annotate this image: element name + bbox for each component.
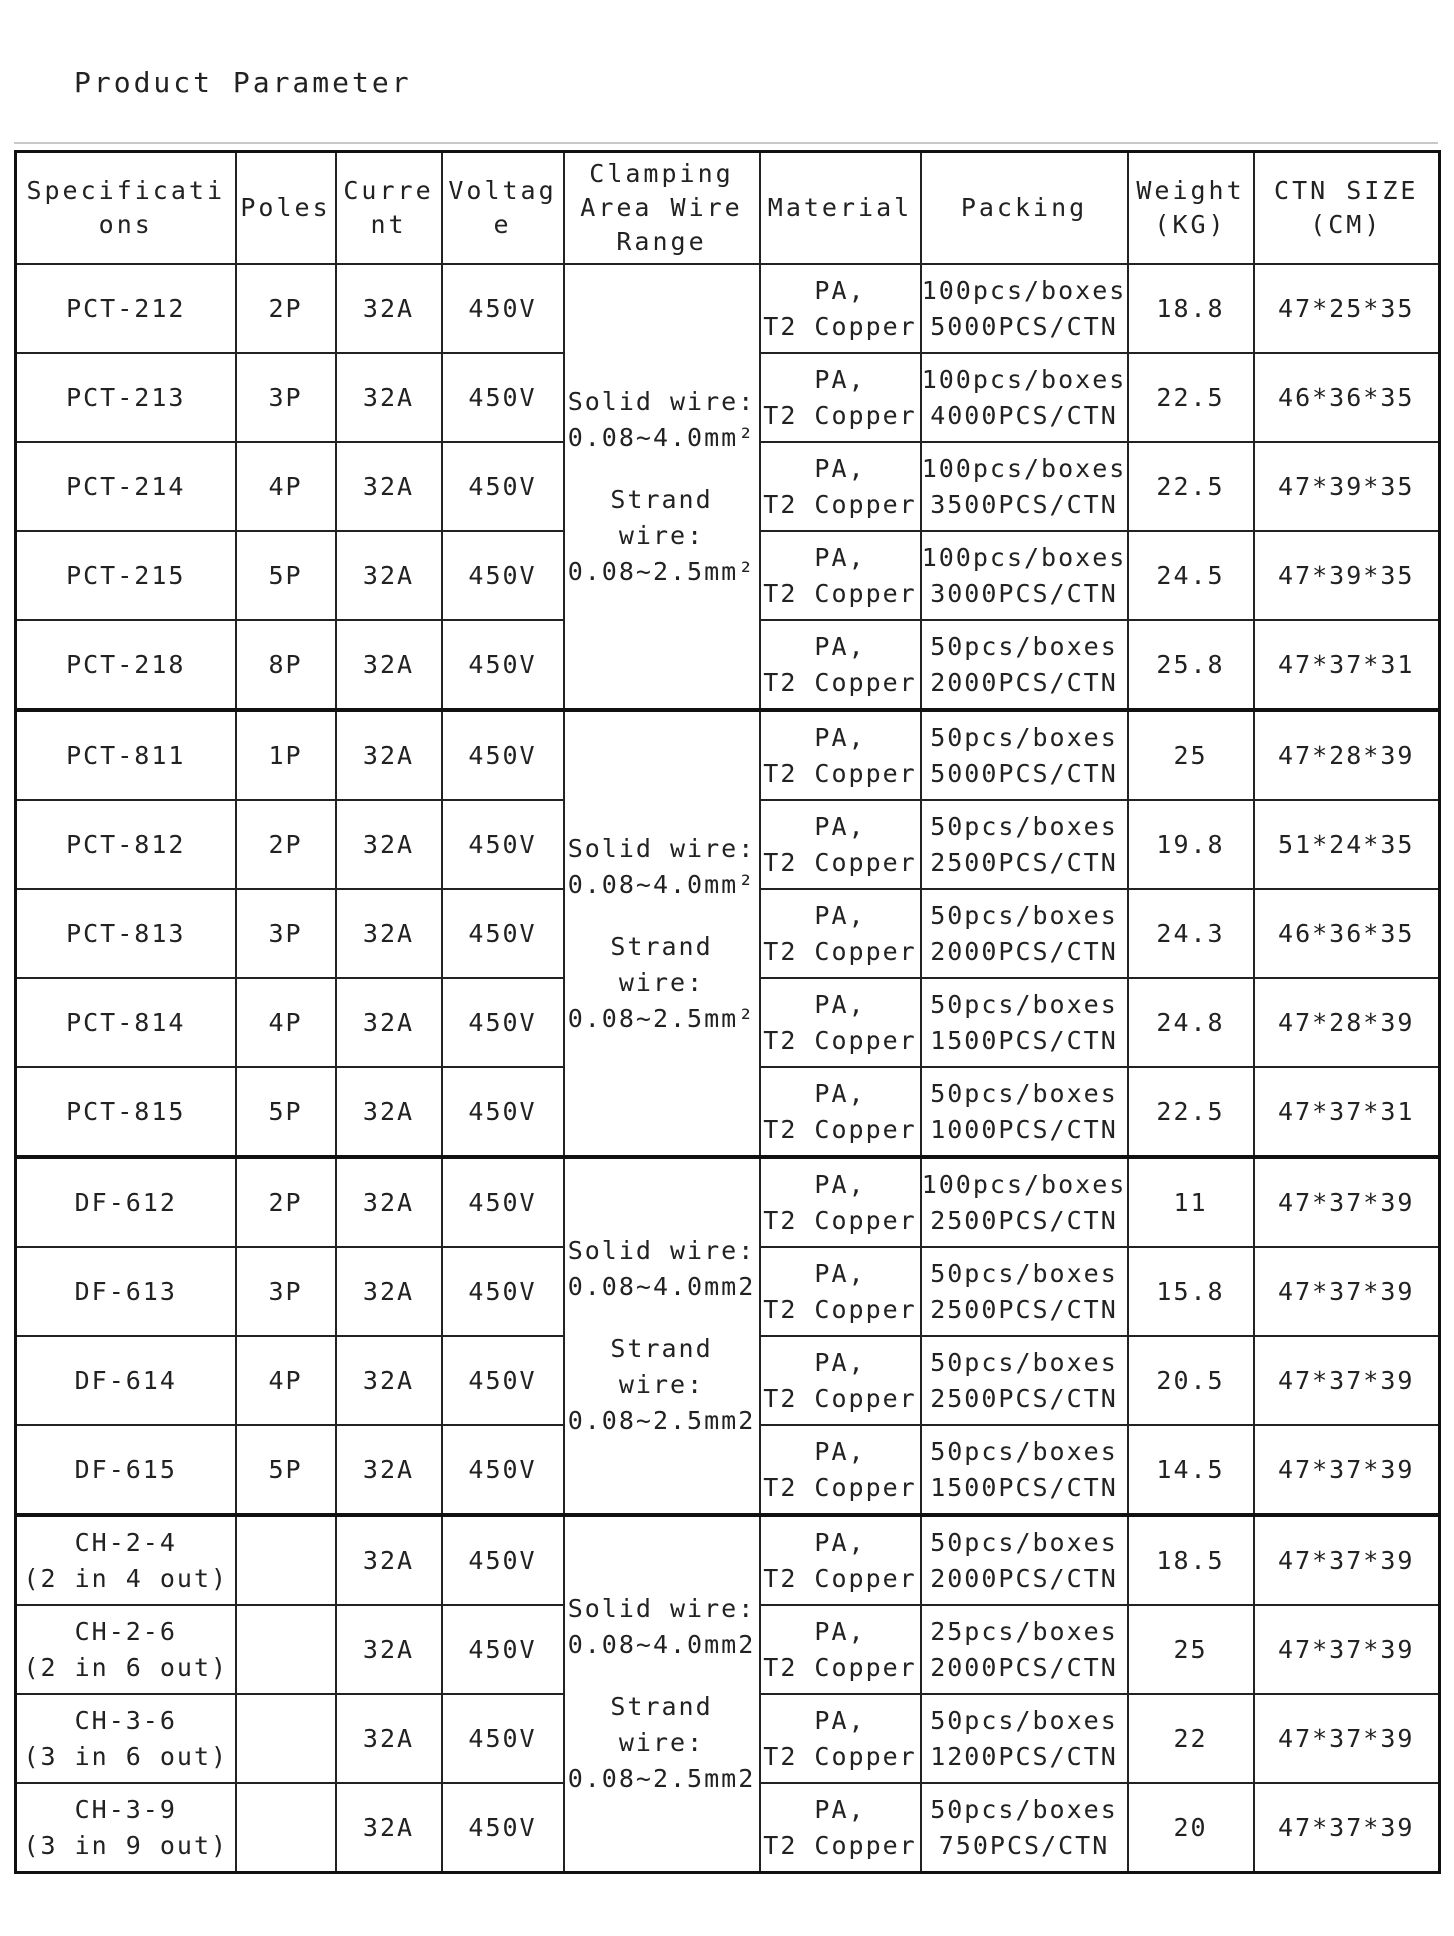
header-clamping: Clamping Area Wire Range (564, 152, 760, 265)
packing-cell: 50pcs/boxes 1500PCS/CTN (921, 978, 1128, 1067)
weight-cell: 24.5 (1128, 531, 1254, 620)
spec-cell: PCT-811 (16, 710, 236, 800)
weight-cell: 15.8 (1128, 1247, 1254, 1336)
ctn-size-cell: 46*36*35 (1254, 353, 1440, 442)
weight-cell: 18.5 (1128, 1515, 1254, 1605)
packing-cell: 100pcs/boxes 2500PCS/CTN (921, 1157, 1128, 1247)
table-row (16, 264, 1440, 353)
weight-cell: 20.5 (1128, 1336, 1254, 1425)
header-row (16, 152, 1440, 265)
poles-cell: 4P (236, 442, 336, 531)
current-cell: 32A (336, 1605, 442, 1694)
material-cell: PA, T2 Copper (760, 1605, 921, 1694)
poles-cell: 5P (236, 1425, 336, 1515)
poles-cell: 4P (236, 978, 336, 1067)
voltage-cell: 450V (442, 531, 564, 620)
packing-cell: 50pcs/boxes 1500PCS/CTN (921, 1425, 1128, 1515)
material-cell: PA, T2 Copper (760, 1247, 921, 1336)
packing-cell: 100pcs/boxes 3500PCS/CTN (921, 442, 1128, 531)
current-cell: 32A (336, 1783, 442, 1873)
packing-cell: 100pcs/boxes 3000PCS/CTN (921, 531, 1128, 620)
current-cell: 32A (336, 889, 442, 978)
poles-cell: 8P (236, 620, 336, 710)
voltage-cell: 450V (442, 1515, 564, 1605)
packing-cell: 50pcs/boxes 1200PCS/CTN (921, 1694, 1128, 1783)
spec-cell: PCT-212 (16, 264, 236, 353)
weight-cell: 24.8 (1128, 978, 1254, 1067)
current-cell: 32A (336, 710, 442, 800)
top-rule (14, 142, 1438, 144)
voltage-cell: 450V (442, 1247, 564, 1336)
packing-cell: 50pcs/boxes 750PCS/CTN (921, 1783, 1128, 1873)
product-parameter-table (14, 150, 1441, 1874)
spec-cell: DF-613 (16, 1247, 236, 1336)
packing-cell: 25pcs/boxes 2000PCS/CTN (921, 1605, 1128, 1694)
poles-cell (236, 1694, 336, 1783)
packing-cell: 100pcs/boxes 4000PCS/CTN (921, 353, 1128, 442)
material-cell: PA, T2 Copper (760, 889, 921, 978)
packing-cell: 50pcs/boxes 2000PCS/CTN (921, 889, 1128, 978)
table-row (16, 710, 1440, 800)
current-cell: 32A (336, 264, 442, 353)
spec-cell: CH-2-6 (2 in 6 out) (16, 1605, 236, 1694)
packing-cell: 50pcs/boxes 2000PCS/CTN (921, 1515, 1128, 1605)
ctn-size-cell: 51*24*35 (1254, 800, 1440, 889)
clamping-range-cell: Solid wire: 0.08~4.0mm² Strand wire: 0.08~2.5mm² (564, 264, 760, 710)
poles-cell: 3P (236, 889, 336, 978)
ctn-size-cell: 47*37*39 (1254, 1247, 1440, 1336)
voltage-cell: 450V (442, 1157, 564, 1247)
packing-cell: 100pcs/boxes 5000PCS/CTN (921, 264, 1128, 353)
ctn-size-cell: 47*37*39 (1254, 1605, 1440, 1694)
voltage-cell: 450V (442, 353, 564, 442)
header-poles: Poles (236, 152, 336, 265)
poles-cell: 1P (236, 710, 336, 800)
weight-cell: 18.8 (1128, 264, 1254, 353)
poles-cell: 5P (236, 1067, 336, 1157)
current-cell: 32A (336, 1067, 442, 1157)
ctn-size-cell: 47*37*39 (1254, 1157, 1440, 1247)
material-cell: PA, T2 Copper (760, 442, 921, 531)
packing-cell: 50pcs/boxes 5000PCS/CTN (921, 710, 1128, 800)
voltage-cell: 450V (442, 710, 564, 800)
voltage-cell: 450V (442, 1067, 564, 1157)
voltage-cell: 450V (442, 442, 564, 531)
spec-cell: CH-3-9 (3 in 9 out) (16, 1783, 236, 1873)
header-current: Curre nt (336, 152, 442, 265)
header-packing: Packing (921, 152, 1128, 265)
material-cell: PA, T2 Copper (760, 1515, 921, 1605)
packing-cell: 50pcs/boxes 1000PCS/CTN (921, 1067, 1128, 1157)
packing-cell: 50pcs/boxes 2000PCS/CTN (921, 620, 1128, 710)
voltage-cell: 450V (442, 1425, 564, 1515)
ctn-size-cell: 47*28*39 (1254, 978, 1440, 1067)
weight-cell: 24.3 (1128, 889, 1254, 978)
header-spec: Specificati ons (16, 152, 236, 265)
spec-cell: PCT-213 (16, 353, 236, 442)
poles-cell: 2P (236, 800, 336, 889)
material-cell: PA, T2 Copper (760, 1067, 921, 1157)
poles-cell: 3P (236, 353, 336, 442)
voltage-cell: 450V (442, 1783, 564, 1873)
voltage-cell: 450V (442, 978, 564, 1067)
material-cell: PA, T2 Copper (760, 1783, 921, 1873)
ctn-size-cell: 47*37*31 (1254, 620, 1440, 710)
ctn-size-cell: 47*28*39 (1254, 710, 1440, 800)
material-cell: PA, T2 Copper (760, 264, 921, 353)
spec-cell: DF-615 (16, 1425, 236, 1515)
ctn-size-cell: 47*25*35 (1254, 264, 1440, 353)
voltage-cell: 450V (442, 620, 564, 710)
ctn-size-cell: 47*37*31 (1254, 1067, 1440, 1157)
spec-cell: PCT-218 (16, 620, 236, 710)
current-cell: 32A (336, 1247, 442, 1336)
spec-cell: PCT-214 (16, 442, 236, 531)
material-cell: PA, T2 Copper (760, 1157, 921, 1247)
voltage-cell: 450V (442, 800, 564, 889)
poles-cell: 3P (236, 1247, 336, 1336)
current-cell: 32A (336, 353, 442, 442)
weight-cell: 22.5 (1128, 442, 1254, 531)
packing-cell: 50pcs/boxes 2500PCS/CTN (921, 1336, 1128, 1425)
header-ctn-size: CTN SIZE (CM) (1254, 152, 1440, 265)
current-cell: 32A (336, 1157, 442, 1247)
weight-cell: 22 (1128, 1694, 1254, 1783)
table-row (16, 1157, 1440, 1247)
page-title: Product Parameter (74, 66, 412, 99)
ctn-size-cell: 47*37*39 (1254, 1336, 1440, 1425)
poles-cell (236, 1783, 336, 1873)
current-cell: 32A (336, 1694, 442, 1783)
weight-cell: 25.8 (1128, 620, 1254, 710)
ctn-size-cell: 47*37*39 (1254, 1783, 1440, 1873)
ctn-size-cell: 47*37*39 (1254, 1425, 1440, 1515)
current-cell: 32A (336, 1515, 442, 1605)
material-cell: PA, T2 Copper (760, 1425, 921, 1515)
current-cell: 32A (336, 978, 442, 1067)
clamping-range-cell: Solid wire: 0.08~4.0mm2 Strand wire: 0.08~2.5mm2 (564, 1157, 760, 1515)
ctn-size-cell: 46*36*35 (1254, 889, 1440, 978)
ctn-size-cell: 47*39*35 (1254, 442, 1440, 531)
weight-cell: 14.5 (1128, 1425, 1254, 1515)
weight-cell: 22.5 (1128, 353, 1254, 442)
weight-cell: 20 (1128, 1783, 1254, 1873)
spec-cell: DF-614 (16, 1336, 236, 1425)
weight-cell: 25 (1128, 1605, 1254, 1694)
material-cell: PA, T2 Copper (760, 1694, 921, 1783)
voltage-cell: 450V (442, 889, 564, 978)
material-cell: PA, T2 Copper (760, 620, 921, 710)
poles-cell (236, 1515, 336, 1605)
material-cell: PA, T2 Copper (760, 353, 921, 442)
voltage-cell: 450V (442, 264, 564, 353)
spec-cell: DF-612 (16, 1157, 236, 1247)
table-body (16, 264, 1440, 1873)
voltage-cell: 450V (442, 1605, 564, 1694)
spec-cell: PCT-215 (16, 531, 236, 620)
header-weight: Weight (KG) (1128, 152, 1254, 265)
spec-cell: PCT-813 (16, 889, 236, 978)
table-row (16, 1515, 1440, 1605)
current-cell: 32A (336, 442, 442, 531)
clamping-range-cell: Solid wire: 0.08~4.0mm² Strand wire: 0.08~2.5mm² (564, 710, 760, 1157)
ctn-size-cell: 47*39*35 (1254, 531, 1440, 620)
packing-cell: 50pcs/boxes 2500PCS/CTN (921, 1247, 1128, 1336)
current-cell: 32A (336, 1425, 442, 1515)
poles-cell (236, 1605, 336, 1694)
spec-cell: CH-3-6 (3 in 6 out) (16, 1694, 236, 1783)
spec-cell: CH-2-4 (2 in 4 out) (16, 1515, 236, 1605)
ctn-size-cell: 47*37*39 (1254, 1694, 1440, 1783)
current-cell: 32A (336, 531, 442, 620)
poles-cell: 2P (236, 264, 336, 353)
ctn-size-cell: 47*37*39 (1254, 1515, 1440, 1605)
material-cell: PA, T2 Copper (760, 978, 921, 1067)
poles-cell: 5P (236, 531, 336, 620)
spec-cell: PCT-812 (16, 800, 236, 889)
material-cell: PA, T2 Copper (760, 710, 921, 800)
header-voltage: Voltag e (442, 152, 564, 265)
material-cell: PA, T2 Copper (760, 531, 921, 620)
voltage-cell: 450V (442, 1694, 564, 1783)
current-cell: 32A (336, 800, 442, 889)
clamping-range-cell: Solid wire: 0.08~4.0mm2 Strand wire: 0.08~2.5mm2 (564, 1515, 760, 1873)
header-material: Material (760, 152, 921, 265)
material-cell: PA, T2 Copper (760, 800, 921, 889)
weight-cell: 19.8 (1128, 800, 1254, 889)
weight-cell: 25 (1128, 710, 1254, 800)
weight-cell: 11 (1128, 1157, 1254, 1247)
poles-cell: 2P (236, 1157, 336, 1247)
current-cell: 32A (336, 1336, 442, 1425)
packing-cell: 50pcs/boxes 2500PCS/CTN (921, 800, 1128, 889)
weight-cell: 22.5 (1128, 1067, 1254, 1157)
voltage-cell: 450V (442, 1336, 564, 1425)
material-cell: PA, T2 Copper (760, 1336, 921, 1425)
poles-cell: 4P (236, 1336, 336, 1425)
spec-cell: PCT-815 (16, 1067, 236, 1157)
spec-cell: PCT-814 (16, 978, 236, 1067)
current-cell: 32A (336, 620, 442, 710)
